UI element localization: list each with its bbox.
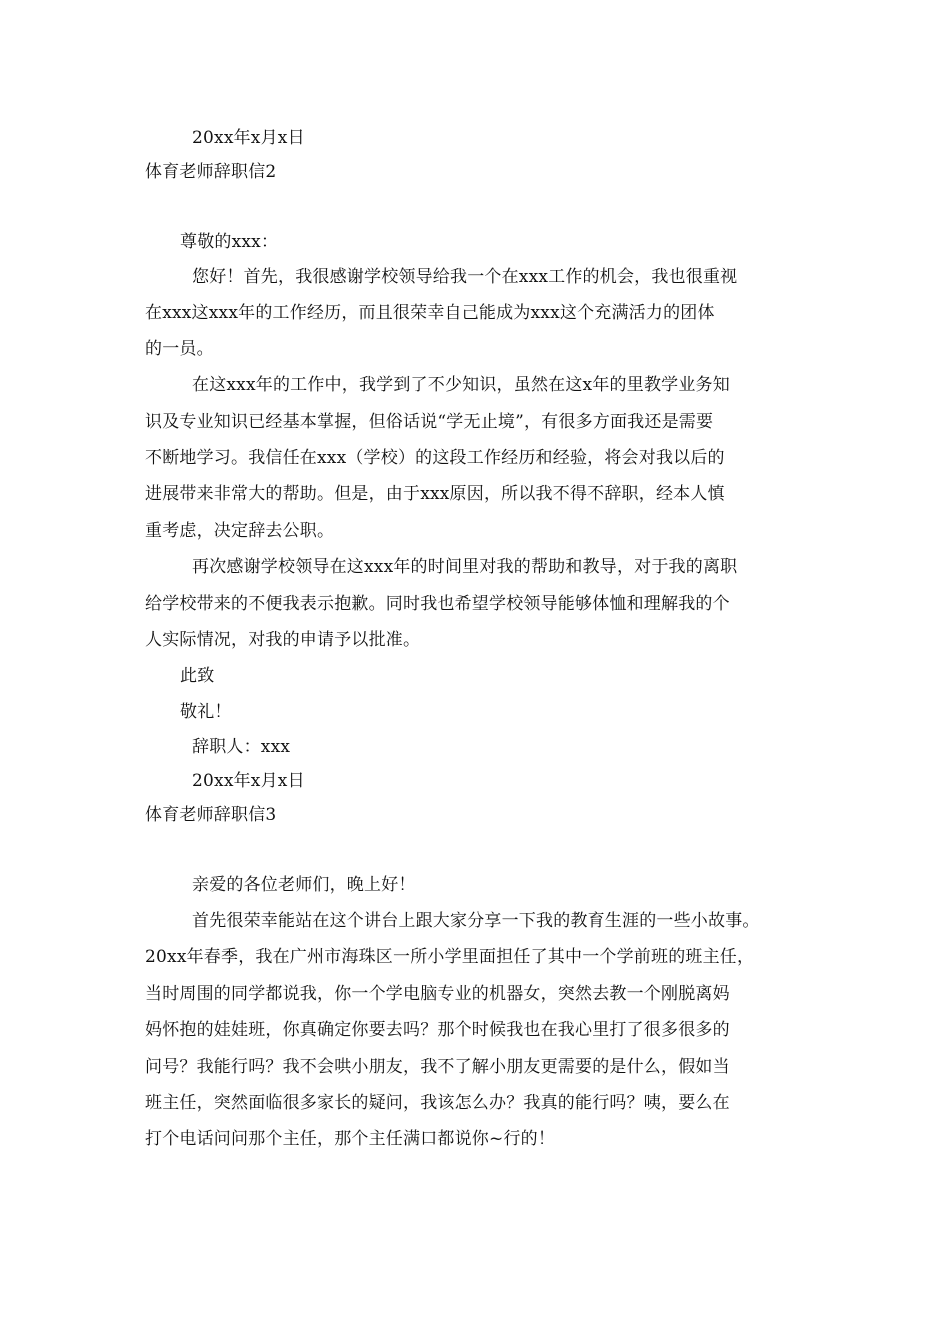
paragraph-line: 给学校带来的不便我表示抱歉。同时我也希望学校领导能够体恤和理解我的个	[145, 594, 730, 614]
paragraph-line: 打个电话问问那个主任，那个主任满口都说你~行的！	[145, 1129, 556, 1149]
salutation: 尊敬的xxx：	[180, 232, 279, 252]
paragraph-line: 进展带来非常大的帮助。但是，由于xxx原因，所以我不得不辞职，经本人慎	[145, 484, 725, 504]
paragraph-line: 20xx年春季，我在广州市海珠区一所小学里面担任了其中一个学前班的班主任，	[145, 947, 755, 967]
paragraph-line: 重考虑，决定辞去公职。	[145, 521, 335, 541]
paragraph-line: 在这xxx年的工作中，我学到了不少知识，虽然在这x年的里教学业务知	[192, 375, 730, 395]
paragraph-line: 妈怀抱的娃娃班，你真确定你要去吗？那个时候我也在我心里打了很多很多的	[145, 1020, 730, 1040]
closing-jingli: 敬礼！	[180, 702, 232, 722]
paragraph-line: 不断地学习。我信任在xxx（学校）的这段工作经历和经验，将会对我以后的	[145, 448, 725, 468]
greeting: 亲爱的各位老师们，晚上好！	[192, 875, 416, 895]
paragraph-line: 再次感谢学校领导在这xxx年的时间里对我的帮助和教导，对于我的离职	[192, 557, 738, 577]
paragraph-line: 识及专业知识已经基本掌握，但俗话说“学无止境”，有很多方面我还是需要	[145, 412, 714, 432]
paragraph-line: 班主任，突然面临很多家长的疑问，我该怎么办？我真的能行吗？咦，要么在	[145, 1093, 730, 1113]
paragraph-line: 的一员。	[145, 339, 214, 359]
closing-cizhi: 此致	[180, 666, 215, 686]
section-title-letter-2: 体育老师辞职信2	[145, 162, 277, 182]
paragraph-line: 当时周围的同学都说我，你一个学电脑专业的机器女，突然去教一个刚脱离妈	[145, 984, 730, 1004]
letter2-date-prev: 20xx年x月x日	[192, 128, 305, 148]
paragraph-line: 问号？我能行吗？我不会哄小朋友，我不了解小朋友更需要的是什么，假如当	[145, 1057, 730, 1077]
signature-resigner: 辞职人：xxx	[192, 737, 291, 757]
paragraph-line: 在xxx这xxx年的工作经历，而且很荣幸自己能成为xxx这个充满活力的团体	[145, 303, 715, 323]
paragraph-line: 人实际情况，对我的申请予以批准。	[145, 630, 421, 650]
paragraph-line: 首先很荣幸能站在这个讲台上跟大家分享一下我的教育生涯的一些小故事。	[192, 911, 760, 931]
paragraph-line: 您好！首先，我很感谢学校领导给我一个在xxx工作的机会，我也很重视	[192, 267, 738, 287]
section-title-letter-3: 体育老师辞职信3	[145, 805, 277, 825]
signature-date: 20xx年x月x日	[192, 771, 305, 791]
